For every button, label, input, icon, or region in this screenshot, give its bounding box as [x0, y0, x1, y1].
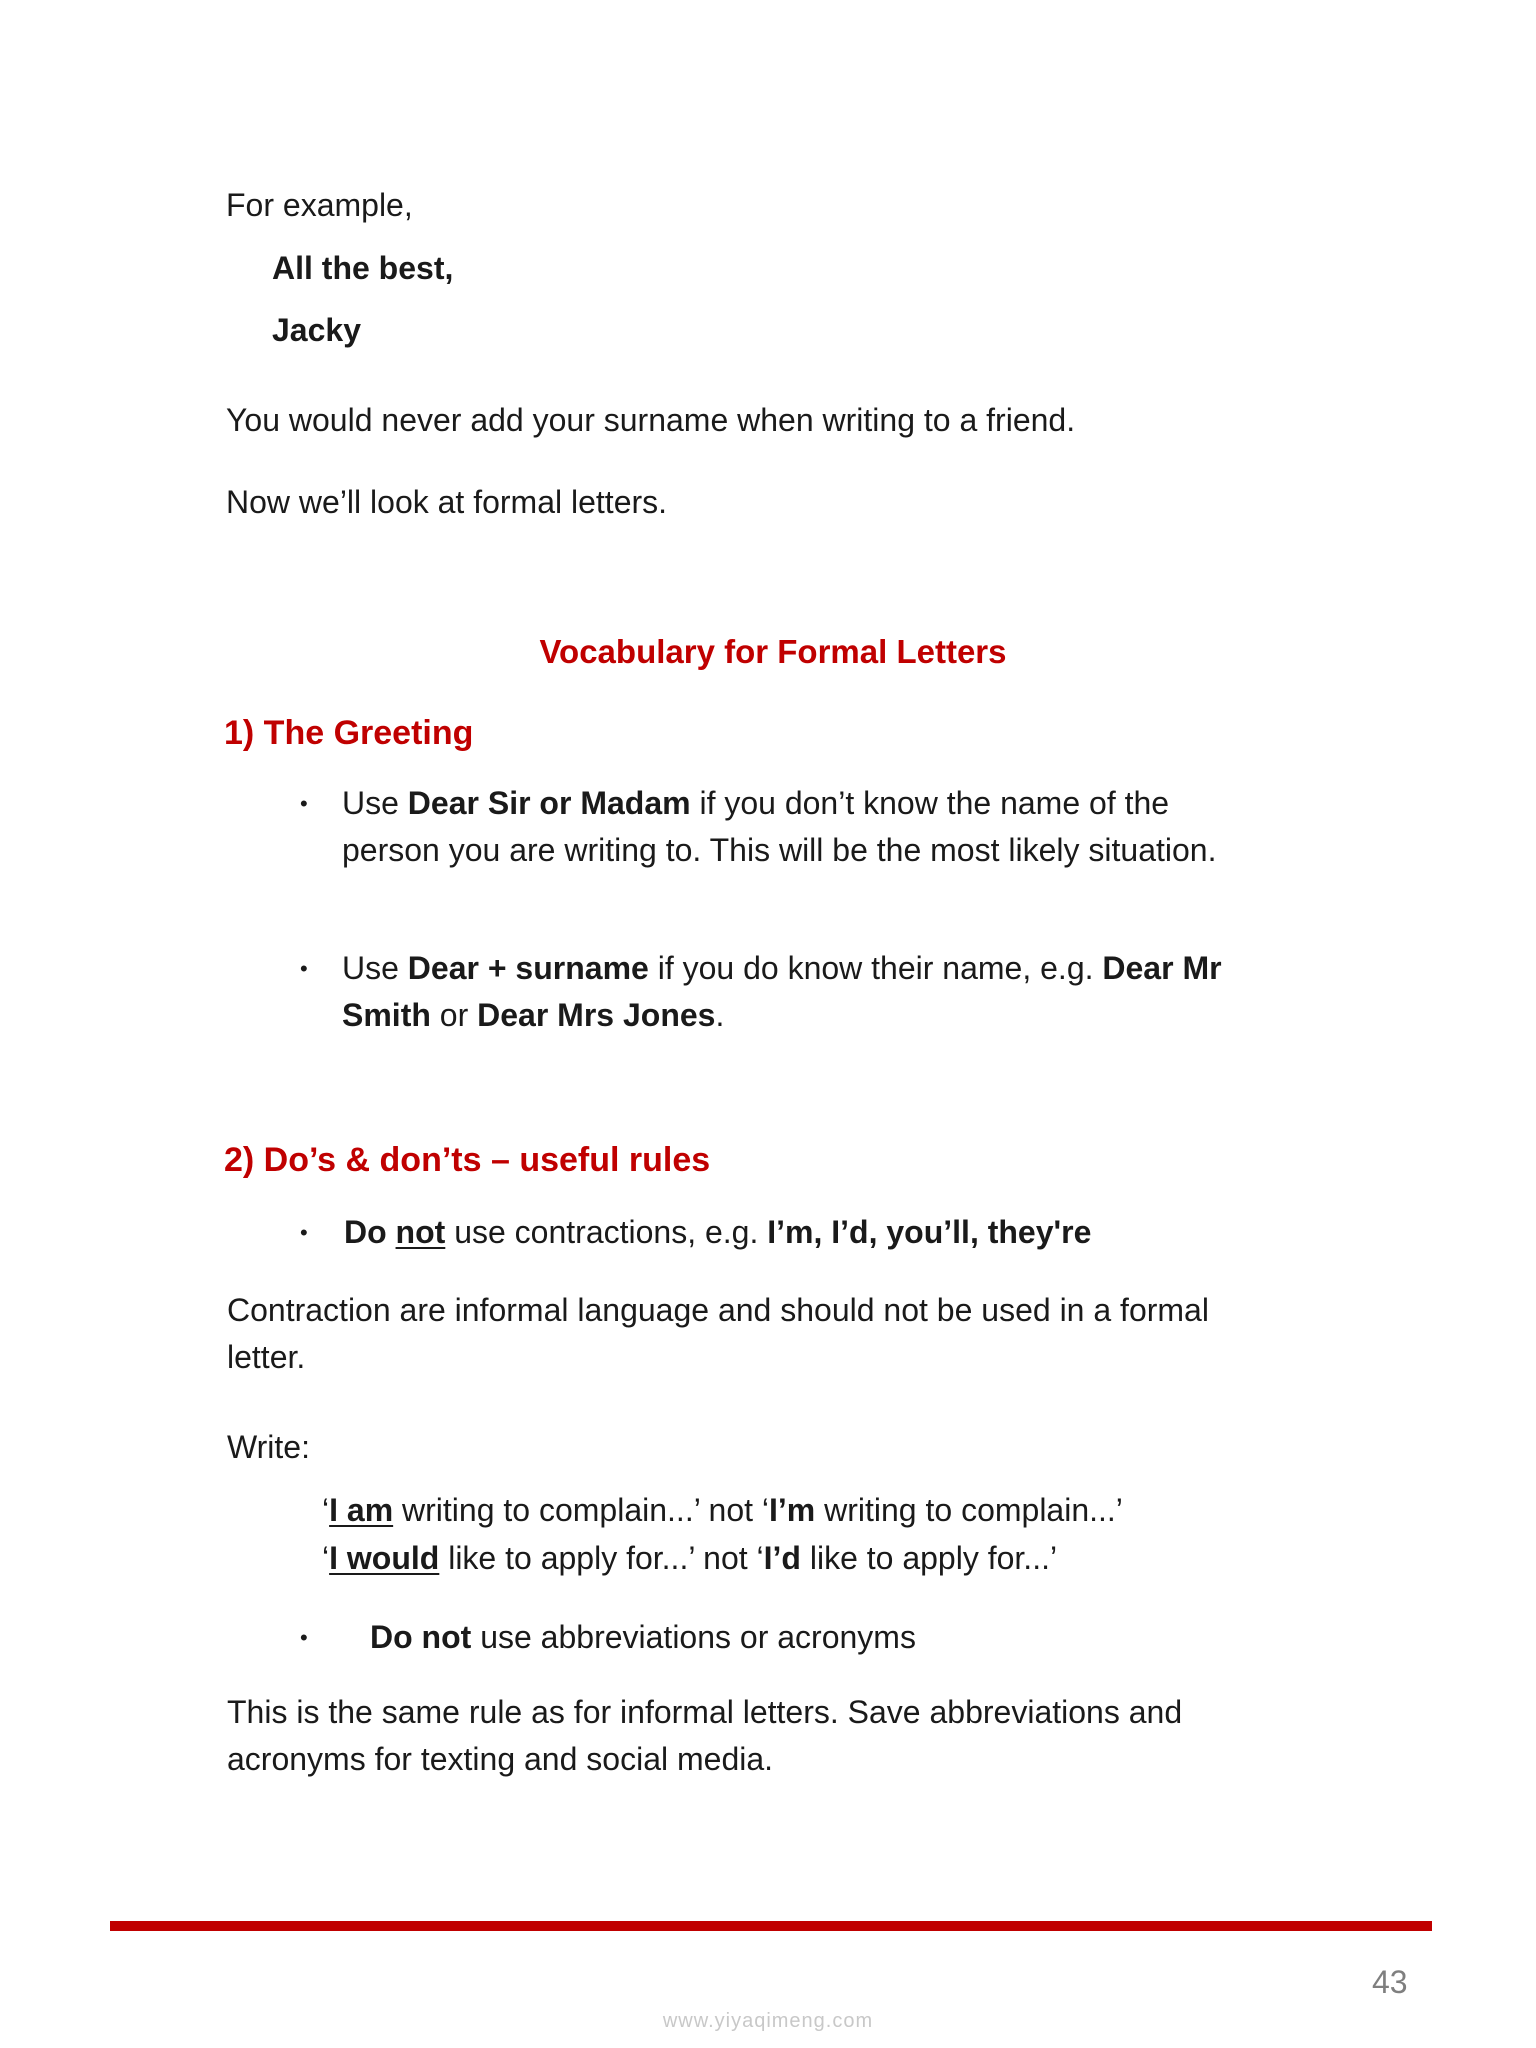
underlined-term: I am [329, 1492, 394, 1528]
text: or [430, 997, 478, 1033]
watermark: www.yiyaqimeng.com [662, 2010, 874, 2032]
contraction-note-line1: Contraction are informal language and should not be used in a formal [227, 1292, 1209, 1328]
text: if you don’t know the name of the [690, 785, 1170, 821]
text: like to apply for...’ [800, 1540, 1058, 1576]
transition-text: Now we’ll look at formal letters. [226, 484, 668, 520]
greeting-bullet-2 [342, 945, 1222, 992]
signoff-line: All the best, [272, 250, 454, 286]
quote-example-1 [322, 1486, 1123, 1534]
bullet-dot: • [300, 791, 308, 816]
rules-heading: 2) Do’s & don’ts – useful rules [224, 1141, 711, 1179]
write-label: Write: [227, 1429, 310, 1465]
bold-term: I’m, I’d, you’ll, they're [767, 1214, 1092, 1250]
bold-term: Dear Mrs Jones [477, 997, 716, 1033]
text: Use [342, 950, 408, 986]
greeting-heading: 1) The Greeting [224, 714, 474, 752]
bold-term: Dear Mr [1102, 950, 1222, 986]
greeting-bullet-1-line2: person you are writing to. This will be the most likely situation. [342, 832, 1217, 868]
underlined-term: not [395, 1214, 446, 1250]
bold-term: Dear Sir or Madam [407, 785, 691, 821]
bullet-dot: • [300, 956, 308, 981]
footer-divider [110, 1921, 1432, 1931]
text: Use [342, 785, 408, 821]
abbr-note-line1: This is the same rule as for informal letters. Save abbreviations and [227, 1694, 1183, 1730]
greeting-bullet-2-line2 [342, 992, 724, 1039]
text: if you do know their name, e.g. [648, 950, 1103, 986]
section-title-text: Vocabulary for Formal Letters [539, 633, 1007, 670]
abbr-note-line2: acronyms for texting and social media. [227, 1741, 774, 1777]
surname-note: You would never add your surname when writing to a friend. [226, 402, 1076, 438]
bold-term: Do [344, 1214, 396, 1250]
bold-term: Smith [342, 997, 431, 1033]
quote-example-2 [322, 1534, 1057, 1582]
text: writing to complain...’ not ‘ [393, 1492, 769, 1528]
bold-term: I’m [769, 1492, 816, 1528]
greeting-bullet-1 [342, 780, 1169, 827]
rules-bullet-abbreviations [370, 1614, 916, 1661]
text: use abbreviations or acronyms [471, 1619, 916, 1655]
example-label: For example, [226, 187, 413, 223]
underlined-term: I would [329, 1540, 440, 1576]
text: writing to complain...’ [815, 1492, 1123, 1528]
bold-term: I’d [763, 1540, 801, 1576]
rules-bullet-contractions [344, 1209, 1091, 1256]
text: ‘ [322, 1540, 330, 1576]
bold-term: Do not [370, 1619, 472, 1655]
text: . [715, 997, 725, 1033]
bullet-dot: • [300, 1625, 308, 1650]
bold-term: Dear + surname [407, 950, 649, 986]
bullet-dot: • [300, 1220, 308, 1245]
page-number: 43 [1372, 1964, 1408, 2000]
text: like to apply for...’ not ‘ [439, 1540, 764, 1576]
text: use contractions, e.g. [445, 1214, 768, 1250]
signature-name: Jacky [272, 312, 361, 348]
text: ‘ [322, 1492, 330, 1528]
section-title [0, 632, 1536, 672]
contraction-note-line2: letter. [227, 1339, 306, 1375]
